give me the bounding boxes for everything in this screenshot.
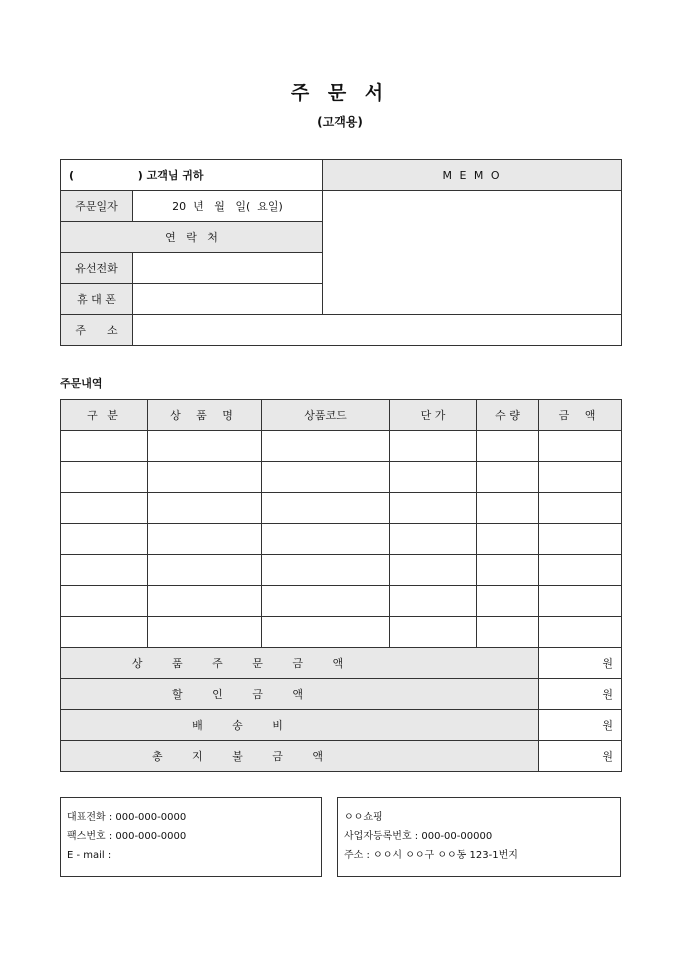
summary-unit[interactable]: 원 <box>539 648 622 679</box>
customer-info-table <box>60 159 622 346</box>
order-row <box>61 586 622 617</box>
cell-unit-price[interactable] <box>390 586 477 617</box>
email-line: E - mail : <box>67 850 112 861</box>
cell-product-name[interactable] <box>148 586 262 617</box>
cell-category[interactable] <box>61 431 148 462</box>
cell-amount[interactable] <box>539 586 622 617</box>
cell-category[interactable] <box>61 493 148 524</box>
landline-label: 유선전화 <box>61 253 133 284</box>
cell-product-code[interactable] <box>262 524 390 555</box>
cell-quantity[interactable] <box>477 555 539 586</box>
order-section-title: 주문내역 <box>60 377 103 390</box>
cell-product-code[interactable] <box>262 586 390 617</box>
address-field[interactable] <box>133 315 622 346</box>
summary-label: 상 품 주 문 금 액 <box>61 648 539 679</box>
customer-header-prefix: ( <box>69 169 75 182</box>
summary-label: 배 송 비 <box>61 710 539 741</box>
cell-product-code[interactable] <box>262 431 390 462</box>
col-product-code: 상품코드 <box>262 400 390 431</box>
order-table-header <box>61 400 622 431</box>
summary-row <box>61 710 622 741</box>
cell-quantity[interactable] <box>477 462 539 493</box>
cell-amount[interactable] <box>539 617 622 648</box>
summary-row <box>61 679 622 710</box>
order-row <box>61 462 622 493</box>
order-date-field[interactable]: 20 년 월 일( 요일) <box>133 191 323 222</box>
cell-quantity[interactable] <box>477 493 539 524</box>
order-row <box>61 431 622 462</box>
cell-category[interactable] <box>61 555 148 586</box>
company-info-box <box>337 797 621 877</box>
cell-quantity[interactable] <box>477 431 539 462</box>
cell-unit-price[interactable] <box>390 493 477 524</box>
cell-amount[interactable] <box>539 462 622 493</box>
business-number: 사업자등록번호 : 000-00-00000 <box>344 831 493 842</box>
cell-product-code[interactable] <box>262 462 390 493</box>
company-address: 주소 : ㅇㅇ시 ㅇㅇ구 ㅇㅇ동 123-1번지 <box>344 850 518 861</box>
col-unit-price: 단 가 <box>390 400 477 431</box>
order-date-label: 주문일자 <box>61 191 133 222</box>
cell-unit-price[interactable] <box>390 555 477 586</box>
summary-unit[interactable]: 원 <box>539 679 622 710</box>
cell-amount[interactable] <box>539 524 622 555</box>
customer-header <box>61 160 323 191</box>
order-table <box>60 399 622 772</box>
mobile-field[interactable] <box>133 284 323 315</box>
customer-header-suffix: ) 고객님 귀하 <box>137 169 204 182</box>
cell-quantity[interactable] <box>477 524 539 555</box>
col-category: 구 분 <box>61 400 148 431</box>
cell-amount[interactable] <box>539 555 622 586</box>
landline-field[interactable] <box>133 253 323 284</box>
cell-category[interactable] <box>61 617 148 648</box>
col-amount: 금 액 <box>539 400 622 431</box>
summary-row <box>61 648 622 679</box>
company-name: ㅇㅇ쇼핑 <box>344 812 383 823</box>
order-row <box>61 493 622 524</box>
summary-label: 할 인 금 액 <box>61 679 539 710</box>
cell-amount[interactable] <box>539 493 622 524</box>
col-product-name: 상 품 명 <box>148 400 262 431</box>
cell-product-code[interactable] <box>262 617 390 648</box>
address-label: 주 소 <box>61 315 133 346</box>
memo-area[interactable] <box>323 191 622 315</box>
contact-label: 연 락 처 <box>61 222 323 253</box>
cell-category[interactable] <box>61 524 148 555</box>
cell-category[interactable] <box>61 462 148 493</box>
cell-product-code[interactable] <box>262 555 390 586</box>
cell-unit-price[interactable] <box>390 431 477 462</box>
order-row <box>61 524 622 555</box>
memo-label: M E M O <box>323 160 622 191</box>
cell-product-name[interactable] <box>148 462 262 493</box>
cell-product-name[interactable] <box>148 493 262 524</box>
cell-product-name[interactable] <box>148 524 262 555</box>
summary-label: 총 지 불 금 액 <box>61 741 539 772</box>
cell-product-name[interactable] <box>148 555 262 586</box>
mobile-label: 휴 대 폰 <box>61 284 133 315</box>
document-title: 주 문 서 <box>290 82 390 104</box>
phone-line: 대표전화 : 000-000-0000 <box>67 812 187 823</box>
cell-amount[interactable] <box>539 431 622 462</box>
summary-unit[interactable]: 원 <box>539 710 622 741</box>
document-subtitle: (고객용) <box>317 115 363 129</box>
order-row <box>61 617 622 648</box>
cell-product-name[interactable] <box>148 431 262 462</box>
contact-info-box <box>60 797 322 877</box>
summary-unit[interactable]: 원 <box>539 741 622 772</box>
fax-line: 팩스번호 : 000-000-0000 <box>67 831 187 842</box>
summary-row <box>61 741 622 772</box>
cell-product-code[interactable] <box>262 493 390 524</box>
cell-quantity[interactable] <box>477 586 539 617</box>
cell-quantity[interactable] <box>477 617 539 648</box>
cell-category[interactable] <box>61 586 148 617</box>
col-quantity: 수 량 <box>477 400 539 431</box>
cell-unit-price[interactable] <box>390 524 477 555</box>
order-row <box>61 555 622 586</box>
cell-unit-price[interactable] <box>390 462 477 493</box>
cell-unit-price[interactable] <box>390 617 477 648</box>
cell-product-name[interactable] <box>148 617 262 648</box>
